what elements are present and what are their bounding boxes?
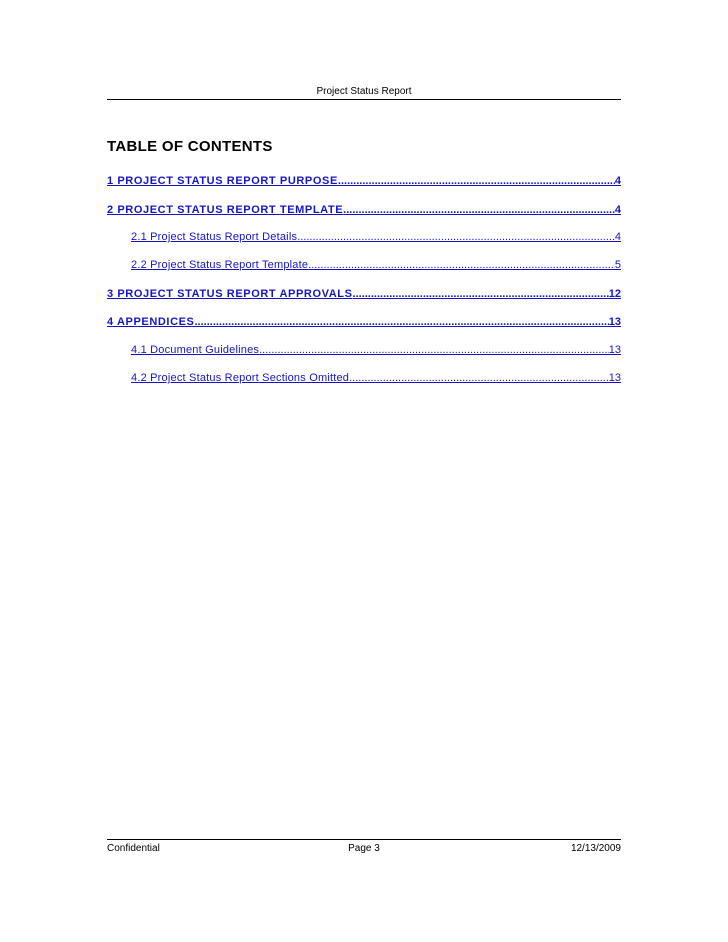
toc-dot-leader: [194, 316, 608, 329]
toc-entry-text: 2.2 Project Status Report Template: [131, 259, 309, 271]
toc-entry-text: 3 PROJECT STATUS REPORT APPROVALS: [107, 288, 353, 300]
toc-entry-project-status-report-approvals[interactable]: [107, 287, 621, 301]
toc-entry-text: 4 APPENDICES: [107, 316, 195, 328]
toc-dot-leader: [343, 204, 615, 217]
toc-page-number: 4: [614, 204, 621, 216]
running-header-title: Project Status Report: [316, 86, 412, 97]
toc-page-number: 13: [608, 344, 621, 356]
toc-page-number: 4: [614, 175, 621, 187]
toc-dot-leader: [259, 344, 609, 357]
toc-entry-text: 4.2 Project Status Report Sections Omitted: [131, 372, 350, 384]
toc-entry-project-status-report-template[interactable]: [107, 203, 621, 217]
toc-dot-leader: [297, 231, 615, 244]
toc-dot-leader: [353, 288, 609, 301]
toc-dot-leader: [308, 259, 615, 272]
toc-entry-appendices[interactable]: [107, 315, 621, 329]
toc-entry-text: 2.1 Project Status Report Details: [131, 231, 298, 243]
toc-entry-text: 1 PROJECT STATUS REPORT PURPOSE: [107, 175, 338, 187]
toc-dot-leader: [349, 372, 609, 385]
page-footer: [107, 843, 621, 857]
toc-entry-text: 4.1 Document Guidelines: [131, 344, 260, 356]
toc-page-number: 5: [614, 259, 621, 271]
footer-date: 12/13/2009: [570, 843, 621, 854]
toc-entry-text: 2 PROJECT STATUS REPORT TEMPLATE: [107, 204, 344, 216]
toc-entry-project-status-report-template-sub[interactable]: [131, 258, 621, 272]
toc-dot-leader: [338, 175, 615, 188]
header-divider: [107, 99, 621, 100]
toc-page-number: 13: [608, 316, 621, 328]
toc-entry-project-status-report-purpose[interactable]: [107, 174, 621, 188]
toc-entry-project-status-report-details[interactable]: [131, 230, 621, 244]
toc-entry-document-guidelines[interactable]: [131, 343, 621, 357]
toc-page-number: 12: [608, 288, 621, 300]
footer-page-number: Page 3: [348, 843, 380, 854]
footer-divider: [107, 839, 621, 840]
toc-entry-sections-omitted[interactable]: [131, 371, 621, 385]
toc-page-number: 13: [608, 372, 621, 384]
toc-page-number: 4: [614, 231, 621, 243]
toc-heading: TABLE OF CONTENTS: [107, 138, 273, 155]
footer-confidential-label: Confidential: [107, 843, 160, 854]
